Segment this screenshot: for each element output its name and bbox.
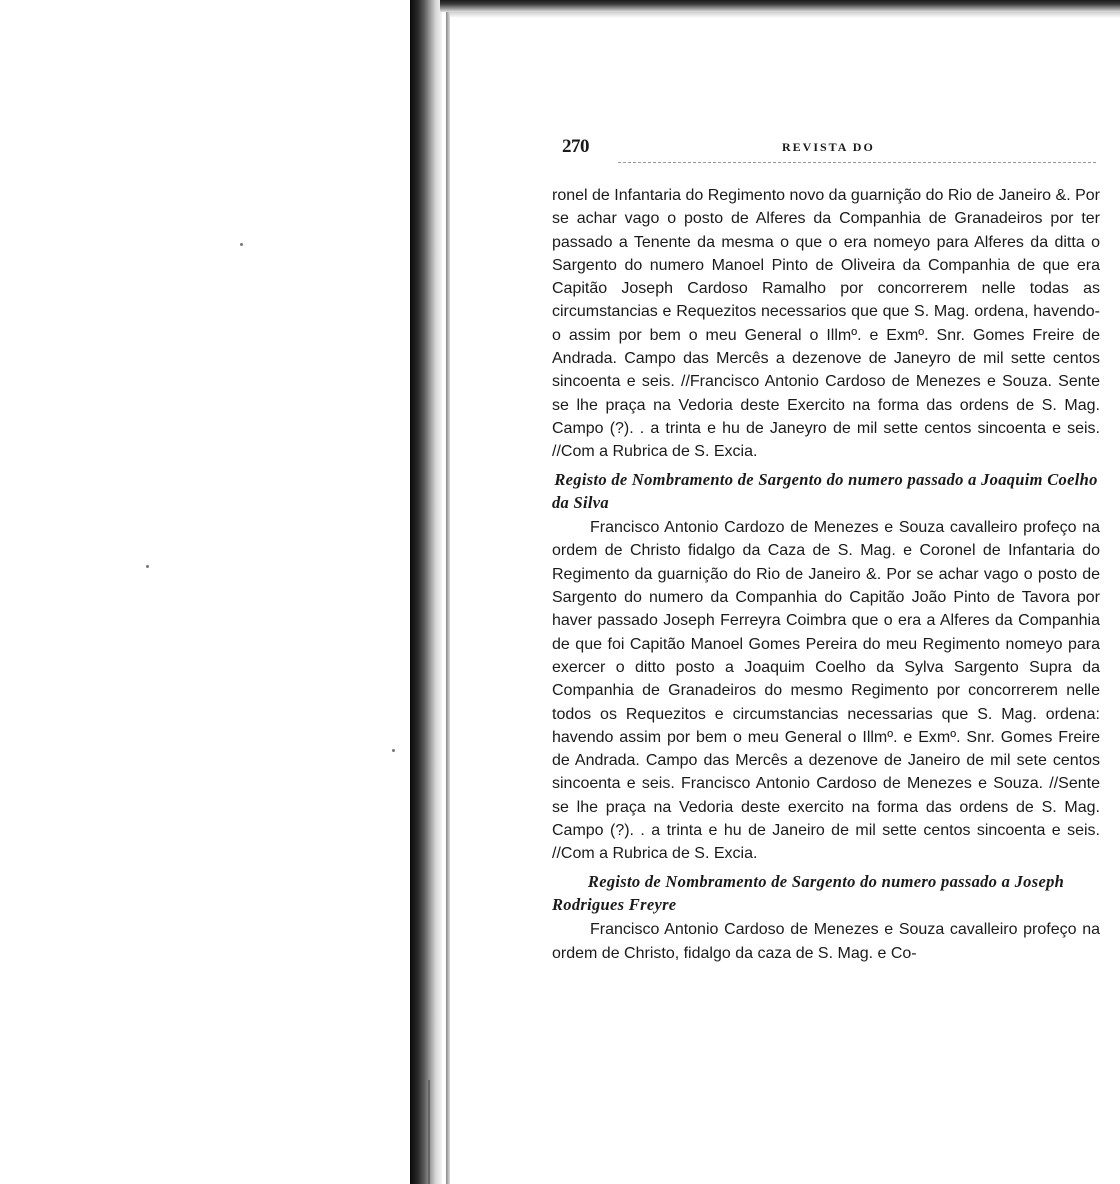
page-number: 270: [562, 136, 589, 157]
running-head: [552, 130, 1100, 162]
gutter-crease: [428, 1080, 430, 1184]
paragraph-joaquim: Francisco Antonio Cardozo de Menezes e Souza cavalleiro profeço na ordem de Christo fidalgo da Caza de S. Mag. e Coronel de Infantaria do Regimento da guarnição do Rio de Janeiro &. Por se achar vago o posto de Sargento do numero da Companhia do Capitão João Pinto de Tavora por haver passado Joseph Ferreyra Coimbra que o era a Alferes da Companhia de que foi Capitão Manoel Gomes Pereira do meu Regimento nomeyo para exercer o ditto posto a Joaquim Coelho da Sylva Sargento Supra da Companhia de Granadeiros do mesmo Regimento por concorrerem nelle todos os Requezitos e circumstancias necessarias que S. Mag. ordena: havendo assim por bem o meu General o Illmº. e Exmº. Snr. Gomes Freire de Andrada. Campo das Mercês a dezenove de Janeiro de mil sete centos sincoenta e seis. Francisco Antonio Cardoso de Menezes e Souza. //Sente se lhe praça na Vedoria deste exercito na forma das ordens de S. Mag. Campo (?). . a trinta e hu de Janeiro de mil sette centos sincoenta e seis. //Com a Rubrica de S. Excia.: [552, 519, 1100, 863]
page-left-edge: [446, 12, 450, 1184]
paragraph-continuation: ronel de Infantaria do Regimento novo da guarnição do Rio de Janeiro &. Por se achar vago o posto de Alferes da Companhia de Granadeiros por ter passado a Tenente da mesma o que o era nomeyo para Alferes da ditta o Sargento do numero Manoel Pinto de Oliveira da Companhia de que era Capitão Joseph Cardoso Ramalho por concorrerem nelle todas as circumstancias e Requezitos necessarios que que S. Mag. ordena, havendo-o assim por bem o meu General o Illmº. e Exmº. Snr. Gomes Freire de Andrada. Campo das Mercês a dezenove de Janeyro de mil sette centos sincoenta e seis. //Francisco Antonio Cardoso de Menezes e Souza. Sente se lhe praça na Vedoria deste Exercito na forma das ordens de S. Mag. Campo (?). . a trinta e hu de Janeyro de mil sette centos sincoenta e seis. //Com a Rubrica de S. Excia.: [552, 187, 1100, 461]
page-top-edge-shade: [446, 12, 1120, 18]
scan-speck: [146, 565, 149, 568]
section-title-joaquim: Registo de Nombramento de Sargento do numero passado a Joaquim Coelho da Silva: [552, 469, 1098, 512]
paragraph-joseph: Francisco Antonio Cardoso de Menezes e Souza cavalleiro profeço na ordem de Christo, fidalgo da caza de S. Mag. e Co-: [552, 921, 1100, 962]
section-title-joseph: Registo de Nombramento de Sargento do numero passado a Joseph Rodrigues Freyre: [552, 871, 1065, 914]
scan-speck: [392, 749, 395, 752]
scan-speck: [240, 243, 243, 246]
book-gutter-shadow: [410, 0, 442, 1184]
page-text: [552, 184, 1100, 965]
page-top-edge: [440, 0, 1120, 12]
journal-title: REVISTA DO: [782, 140, 875, 154]
book-page: [552, 130, 1100, 965]
header-rule: [618, 162, 1096, 163]
facing-blank-page: [0, 0, 410, 1184]
